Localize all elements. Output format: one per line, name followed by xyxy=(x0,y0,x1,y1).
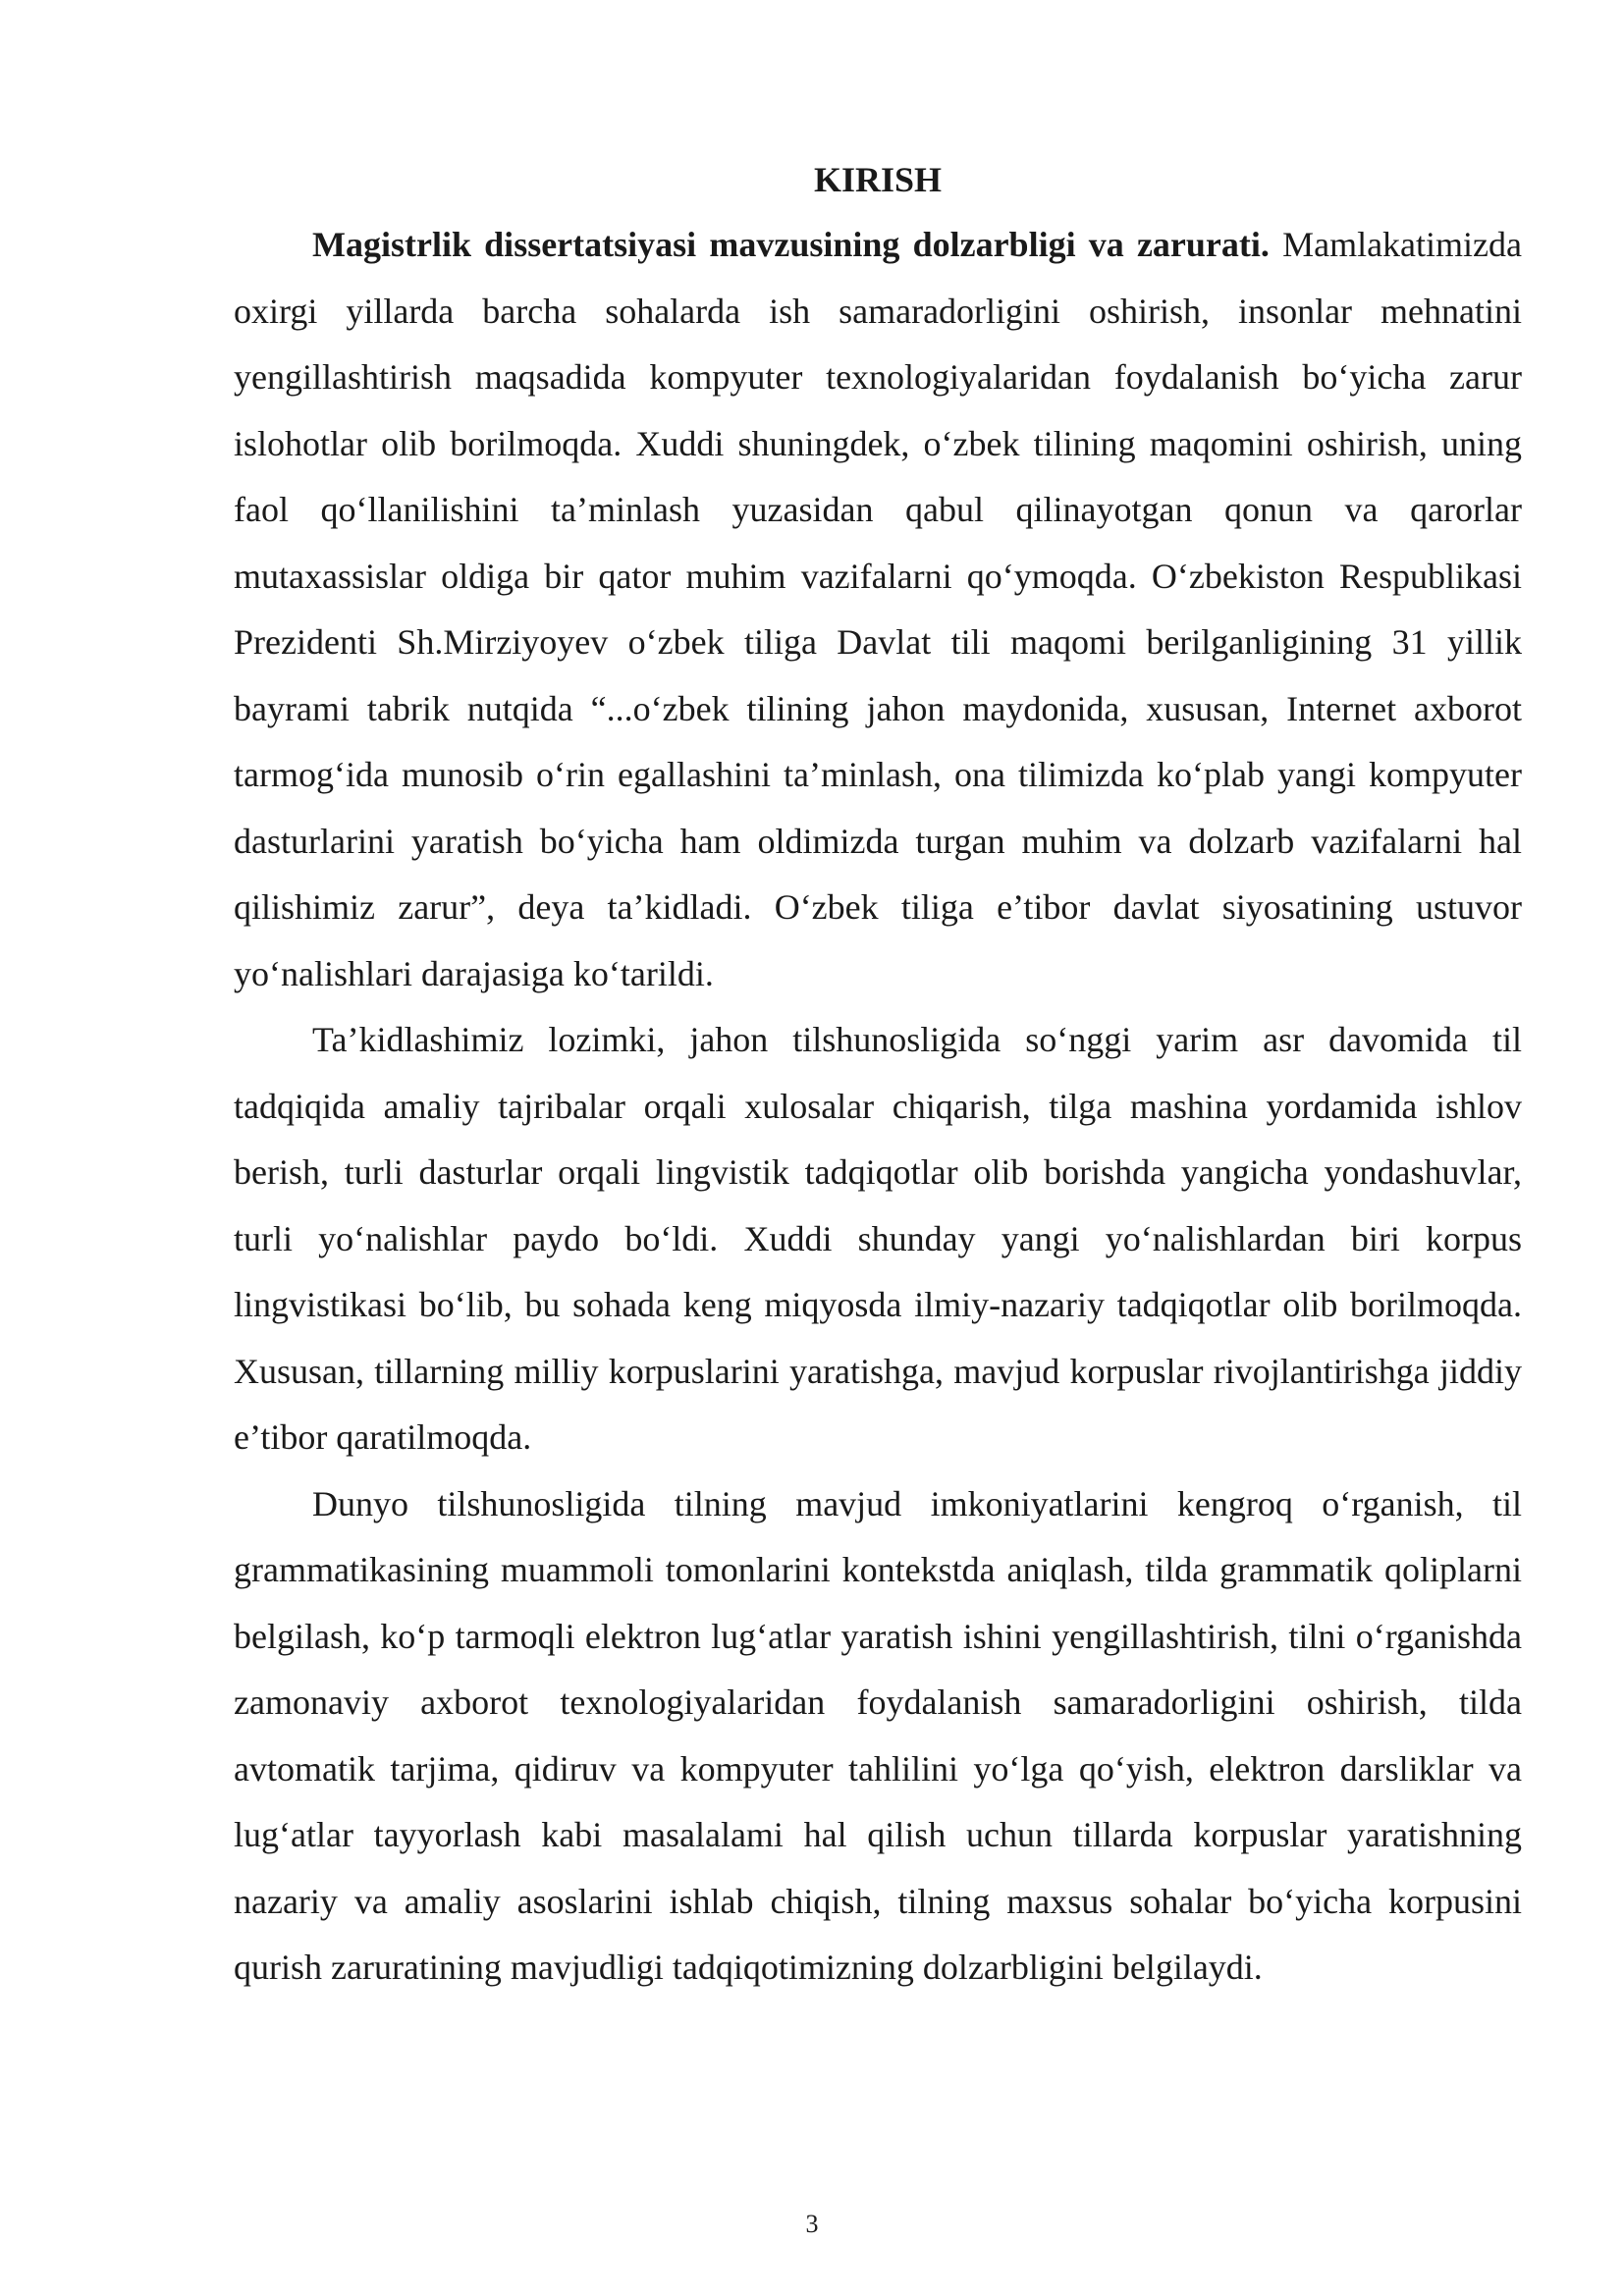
document-page xyxy=(234,147,1522,2002)
section-heading: KIRISH xyxy=(813,160,943,199)
paragraph-relevance xyxy=(234,212,1522,1007)
paragraph-world-linguistics xyxy=(234,1471,1522,2002)
paragraph-lead-title: Magistrlik dissertatsiyasi mavzusining dolzarbligi va zarurati. xyxy=(312,225,1270,264)
page-number: 3 xyxy=(805,2210,819,2238)
paragraph-body: Ta’kidlashimiz lozimki, jahon tilshunosligida so‘nggi yarim asr davomida til tadqiqida amaliy tajribalar orqali xulosalar chiqarish, tilga mashina yordamida ishlov berish, turli dasturlar orqali lingvistik tadqiqotlar olib borishda yangicha yondashuvlar, turli yo‘nalishlar paydo bo‘ldi. Xuddi shunday yangi yo‘nalishlardan biri korpus lingvistikasi bo‘lib, bu sohada keng miqyosda ilmiy-nazariy tadqiqotlar olib borilmoqda. Xususan, tillarning milliy korpuslarini yaratishga, mavjud korpuslar rivojlantirishga jiddiy e’tibor qaratilmoqda. xyxy=(234,1020,1522,1457)
paragraph-body: Mamlakatimizda oxirgi yillarda barcha sohalarda ish samaradorligini oshirish, insonlar mehnatini yengillashtirish maqsadida kompyuter texnologiyalaridan foydalanish bo‘yicha zarur islohotlar olib borilmoqda. Xuddi shuningdek, o‘zbek tilining maqomini oshirish, uning faol qo‘llanilishini ta’minlash yuzasidan qabul qilinayotgan qonun va qarorlar mutaxassislar oldiga bir qator muhim vazifalarni qo‘ymoqda. O‘zbekiston Respublikasi Prezidenti Sh.Mirziyoyev o‘zbek tiliga Davlat tili maqomi berilganligining 31 yillik bayrami tabrik nutqida “...o‘zbek tilining jahon maydonida, xususan, Internet axborot tarmog‘ida munosib o‘rin egallashini ta’minlash, ona tilimizda ko‘plab yangi kompyuter dasturlarini yaratish bo‘yicha ham oldimizda turgan muhim va dolzarb vazifalarni hal qilishimiz zarur”, deya ta’kidladi. O‘zbek tiliga e’tibor davlat siyosatining ustuvor yo‘nalishlari darajasiga ko‘tarildi. xyxy=(234,225,1523,993)
paragraph-body: Dunyo tilshunosligida tilning mavjud imkoniyatlarini kengroq o‘rganish, til grammatikasining muammoli tomonlarini kontekstda aniqlash, tilda grammatik qoliplarni belgilash, ko‘p tarmoqli elektron lug‘atlar yaratish ishini yengillashtirish, tilni o‘rganishda zamonaviy axborot texnologiyalaridan foydalanish samaradorligini oshirish, tilda avtomatik tarjima, qidiruv va kompyuter tahlilini yo‘lga qo‘yish, elektron darsliklar va lug‘atlar tayyorlash kabi masalalami hal qilish uchun tillarda korpuslar yaratishning nazariy va amaliy asoslarini ishlab chiqish, tilning maxsus sohalar bo‘yicha korpusini qurish zaruratining mavjudligi tadqiqotimizning dolzarbligini belgilaydi. xyxy=(234,1483,1522,1987)
paragraph-corpus-linguistics xyxy=(234,1007,1522,1471)
